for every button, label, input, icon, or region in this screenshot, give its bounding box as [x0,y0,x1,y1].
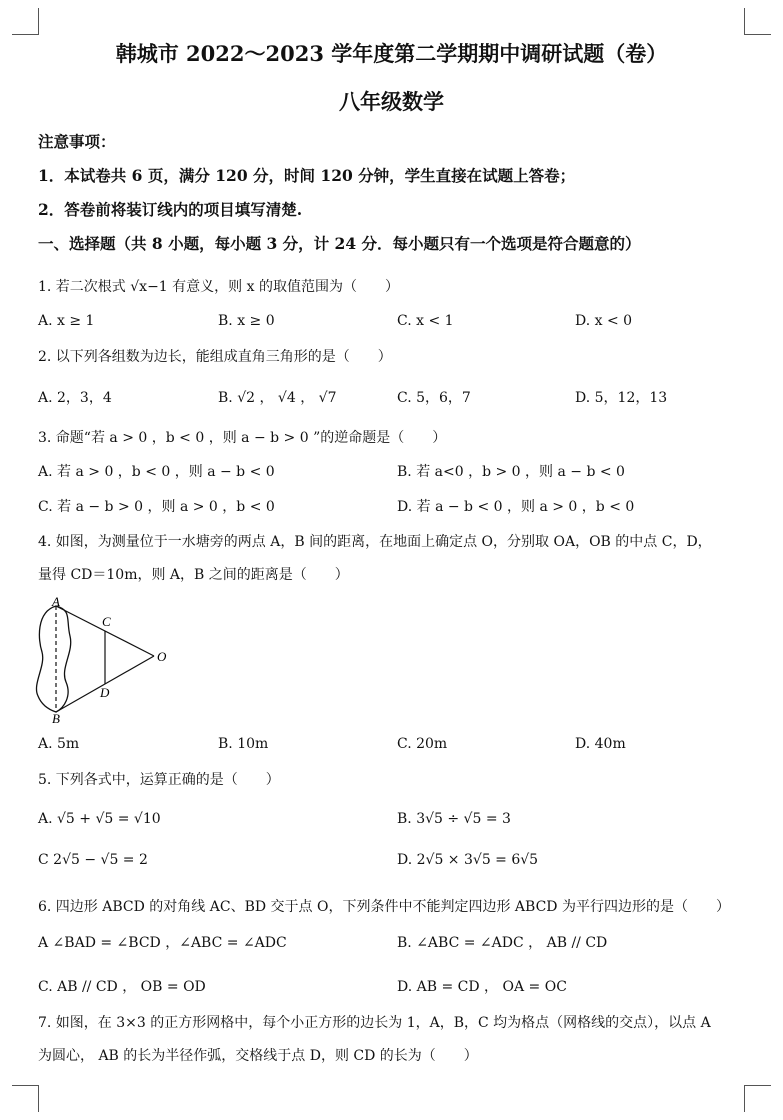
question-2-option-c: C. 5，6，7 [397,390,471,406]
question-4-stem: 4. 如图，为测量位于一水塘旁的两点 A，B 间的距离，在地面上确定点 O，分别取 OA，OB 的中点 C，D， [38,534,712,550]
question-4-option-b: B. 10m [218,736,269,752]
crop-mark-bottom-right [744,1085,771,1112]
question-2-option-b: B. √2 ， √4 ， √7 [218,390,337,406]
question-7-stem-cont: 为圆心， AB 的长为半径作弧，交格线于点 D，则 CD 的长为（ ） [38,1048,478,1064]
label-d: D [100,685,110,700]
exam-title: 韩城市 2022～2023 学年度第二学期期中调研试题（卷） [115,41,668,66]
question-5-option-d: D. 2√5 × 3√5 = 6√5 [397,852,539,868]
question-7-stem: 7. 如图，在 3×3 的正方形网格中，每个小正方形的边长为 1，A，B，C 均为格点（网格线的交点），以点 A [38,1015,711,1031]
question-3-stem: 3. 命题“若 a > 0 ，b < 0 ，则 a − b > 0 ”的逆命题是（ ） [38,430,447,446]
question-6-stem: 6. 四边形 ABCD 的对角线 AC、BD 交于点 O，下列条件中不能判定四边形 ABCD 为平行四边形的是（ ） [38,899,730,915]
question-6-option-b: B. ∠ABC = ∠ADC ， AB // CD [397,935,608,951]
notice-heading: 注意事项： [38,132,116,151]
question-6-option-c: C. AB // CD ， OB = OD [38,979,206,995]
question-5-option-c: C 2√5 − √5 = 2 [38,852,148,868]
label-a: A [52,596,60,609]
label-c: C [102,614,111,629]
section-1-heading: 一、选择题（共 8 小题，每小题 3 分，计 24 分．每小题只有一个选项是符合题意的） [38,234,641,253]
question-1-option-d: D. x < 0 [575,313,633,329]
pond-measurement-figure [30,596,190,724]
label-o: O [157,649,167,664]
question-5-stem: 5. 下列各式中，运算正确的是（ ） [38,772,280,788]
question-2-option-a: A. 2，3，4 [38,390,112,406]
crop-mark-top-right [744,8,771,35]
question-4-option-a: A. 5m [38,736,80,752]
question-1-option-c: C. x < 1 [397,313,454,329]
crop-mark-bottom-left [12,1085,39,1112]
question-4-option-c: C. 20m [397,736,448,752]
label-b: B [52,711,60,724]
pond-outline [36,606,70,712]
question-3-option-b: B. 若 a<0 ，b > 0 ，则 a − b < 0 [397,464,625,480]
question-4-stem-cont: 量得 CD＝10m，则 A，B 之间的距离是（ ） [38,567,349,583]
crop-mark-top-left [12,8,39,35]
question-1-option-a: A. x ≥ 1 [38,313,95,329]
question-5-option-b: B. 3√5 ÷ √5 = 3 [397,811,511,827]
question-1-stem: 1. 若二次根式 √x−1 有意义，则 x 的取值范围为（ ） [38,279,399,295]
question-2-option-d: D. 5，12，13 [575,390,668,406]
exam-subtitle: 八年级数学 [339,89,444,114]
question-4-option-d: D. 40m [575,736,626,752]
question-1-option-b: B. x ≥ 0 [218,313,275,329]
notice-item-2: 2．答卷前将装订线内的项目填写清楚. [38,200,303,219]
question-6-option-d: D. AB = CD ， OA = OC [397,979,567,995]
question-5-option-a: A. √5 + √5 = √10 [38,811,161,827]
question-3-option-a: A. 若 a > 0 ，b < 0 ，则 a − b < 0 [38,464,275,480]
notice-item-1: 1．本试卷共 6 页，满分 120 分，时间 120 分钟，学生直接在试题上答卷； [38,166,576,185]
question-2-stem: 2. 以下列各组数为边长，能组成直角三角形的是（ ） [38,349,392,365]
question-3-option-d: D. 若 a − b < 0 ，则 a > 0 ，b < 0 [397,499,635,515]
question-3-option-c: C. 若 a − b > 0 ，则 a > 0 ，b < 0 [38,499,275,515]
question-6-option-a: A ∠BAD = ∠BCD ，∠ABC = ∠ADC [38,935,287,951]
